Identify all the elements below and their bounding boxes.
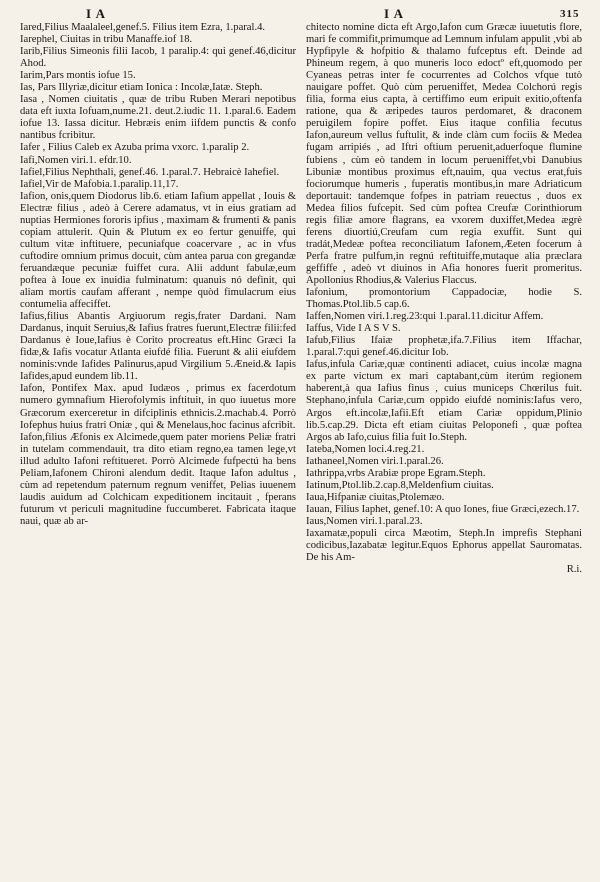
dictionary-entry: Iatinum,Ptol.lib.2.cap.8,Meldenfium ciuitas. xyxy=(306,479,494,491)
right-column xyxy=(306,22,582,576)
dictionary-entry: Iaffus, Vide I A S V S. xyxy=(306,323,401,335)
dictionary-entry: Iafon, Pontifex Max. apud Iudæos , primus ex facerdotum numero gymnafium Hierofolymis inftituit, in quo iuuetus more Græcorum exerceretur in difciplinis ethnicis.2.machab.4. Porrò Iofephus huius fratri Oniæ , qui & Menelaus,hoc facinus afcribit. xyxy=(20,383,296,431)
dictionary-entry: Iaus,Nomen viri.1.paral.23. xyxy=(306,515,423,527)
left-column xyxy=(20,22,296,528)
dictionary-entry: chitecto nomine dicta eft Argo,Iafon cum Græcæ iuuetutis flore, mari fe commifit,primumque ad Lemnum infulam appulit ,vbi ab Hypfipyle & hofpitio & thalamo fufceptus eft. Deinde ad Phineum regem, à quo muneris loco edoctº eft,quomodo per Cyaneas petras inter fe cocurrentes ad Colchos vfque tutò nauigare poffet. Quò cùm perueniffet, Medea Colchorú regis filia, forma eius capta, à certiffimo eum eripuit exitio,oftenfa ratione, qua & æripedes tauros perdomaret, & draconem peruigilem fopire poffet. Eius itaque confilia fecutus Iafon,aureum vellus fuftulit, & inde clàm cum fociis & Medea fugam arripiés , ad Iftri oftium peruenit,aduerfoque flumine fubiens , cùm eò tandem in locum perueniffet,vbi Danubius Libuniæ montibus proximus eft,nauim, qua vectus erat,fuis fociorumque humeris , fuperatis montibus,in mare Adriaticum deportauit: tandemque fofpes in patriam reuectus , duos ex Medea filios fufcepit. Sed cùm poftea Creufæ Corinthiorum regis filiæ amore flagrans, ea vxorem duxiffet,Medea ægrè ferens diuortiú,Creufam cum regia exuffit. Sunt qui tradát,Medeæ poftea reconciliatum Iafonem,Æeten focerum à Perfa fratre pulfum,in regnú reftituiffe,mutaque alia præclara geffiffe , adeò vt diuinos in Afia honores fuerit promeritus. Apollonius Rhodius,& Valerius Flaccus. xyxy=(306,22,582,286)
dictionary-entry: Iafius,filius Abantis Argiuorum regis,frater Dardani. Nam Dardanus, inquit Seruius,& Iafius fratres fuerunt,Electræ filii:fed Dardanus è Ioue,Iafius è Corito procreatus eft.Hinc Græci Ia fidæ,& Iafis vocatur Atlanta eiufdé filia. Fuerunt & alii eiufdem nominis:vnde Iafides Palinurus,apud Virgilium 5.Æneid.& Iapis Iafides,apud eundem lib.11. xyxy=(20,311,296,383)
dictionary-entry: Iaua,Hifpaniæ ciuitas,Ptolemæo. xyxy=(306,491,445,503)
dictionary-entry: Iafion, onis,quem Diodorus lib.6. etiam Iafium appellat , Iouis & Electræ filius , adeò à Cerere adamatus, vt in eius gratiam ad nuptias Hermiones fororis ipfius , maximam & frumenti & panis copiam attulerit. Quin & Plutum ex eo fertur genuiffe, qui cultum vitæ inftituere, pecuniafque coacervare , ac in vfus cuftodire omnium primus docuit, cùm antea parua con gregandæ feruandæque pecuniæ fuiffet cura. Alii addunt fabulæ,eum poftea à Ioue ex inuidia fulminatum: quanuis nó definit, qui aliam mortis caufam afferant , nempe quòd fimulacrum eius contumelia affeciffet. xyxy=(20,190,296,311)
dictionary-entry: Iateba,Nomen loci.4.reg.21. xyxy=(306,443,425,455)
dictionary-entry: Iafiel,Filius Nephthali, genef.46. 1.paral.7. Hebraicè Iahefiel. xyxy=(20,166,280,178)
dictionary-entry: Iarephel, Ciuitas in tribu Manaffe.iof 18. xyxy=(20,34,193,46)
dictionary-entry: Iafi,Nomen viri.1. efdr.10. xyxy=(20,154,132,166)
dictionary-entry: Iafub,Filius Ifaiæ prophetæ,ifa.7.Filius item Iffachar, 1.paral.7:qui genef.46.dicitur Iob. xyxy=(306,335,582,359)
dictionary-entry: Iafer , Filius Caleb ex Azuba prima vxorc. 1.paralip 2. xyxy=(20,142,250,154)
header-center: I A xyxy=(384,6,404,21)
page-number: 315 xyxy=(560,8,580,20)
dictionary-entry: Ias, Pars Illyriæ,dicitur etiam Ionica : Incolæ,Iatæ. Steph. xyxy=(20,82,263,94)
dictionary-entry: Iafiel,Vir de Mafobia.1.paralip.11,17. xyxy=(20,178,179,190)
header-left: I A xyxy=(86,6,106,21)
dictionary-entry: Iathrippa,vrbs Arabiæ prope Egram.Steph. xyxy=(306,467,486,479)
dictionary-entry: Iafonium, promontorium Cappadociæ, hodie S. Thomas.Ptol.lib.5 cap.6. xyxy=(306,287,582,311)
dictionary-entry: Iaffen,Nomen viri.1.reg.23:qui 1.paral.11.dicitur Affem. xyxy=(306,311,544,323)
dictionary-entry: Iafus,infula Cariæ,quæ continenti adiacet, cuius incolæ magna ex parte victum ex mari captabant,cùm iterúm regionem haberent,à qua Iafius finus , cuius municeps Chœrilus fuit. Stephano,infula Cariæ,cum oppido eiufdé nominis:Iafus vero, Argos eft.incolæ,Iafii.Eft etiam Cariæ oppidum,Plinio lib.5.cap.29. Dicta eft etiam ciuitas Peloponefi , quæ poftea Argos ab Iafo,cuius filia fuit Io.Steph. xyxy=(306,359,582,443)
dictionary-entry: Iarim,Pars montis iofue 15. xyxy=(20,70,136,82)
catchword: R.i. xyxy=(566,564,582,576)
dictionary-entry: Iaxamatæ,populi circa Mæotim, Steph.In imprefis Stephani codicibus,Iazabatæ legitur.Equos Ephorus appellat Sauromatas. De his Am- xyxy=(306,527,582,564)
dictionary-entry: Iauan, Filius Iaphet, genef.10: A quo Iones, fiue Græci,ezech.17. xyxy=(306,503,580,515)
dictionary-entry: Iasa , Nomen ciuitatis , quæ de tribu Ruben Merari nepotibus data eft iuxta Iofuam,nume.21. deut.2.iudic 11. 1.paral.6. Eadem iofue 13. Iassa dicitur. Hebræis enim iifdem punctis & confo nantibus fcribitur. xyxy=(20,94,296,142)
dictionary-entry: Iathaneel,Nomen viri.1.paral.26. xyxy=(306,455,444,467)
dictionary-entry: Iarib,Filius Simeonis filii Iacob, 1 paralip.4: qui genef.46,dicitur Ahod. xyxy=(20,46,296,70)
dictionary-entry: Iared,Filius Maalaleel,genef.5. Filius item Ezra, 1.paral.4. xyxy=(20,22,266,33)
dictionary-entry: Iafon,filius Æfonis ex Alcimede,quem pater moriens Peliæ fratri in tutelam commendauit, tra dito etiam regno,ea tamen lege,vt illud adulto Iafoni reftitueret. Porrò Alcimede fufpectú ha bens Peliam,Iafonem Chironi alendum dedit. Itaque Iafon adultus , cùm ad repetendum paternum regnum veniffet, Pelias iuuenem laudis auidum ad Colchicam expeditionem incitauit , fperans futurum vt periculi magnitudine fuccumberet. Fabricata itaque naui, quæ ab ar- xyxy=(20,431,296,527)
